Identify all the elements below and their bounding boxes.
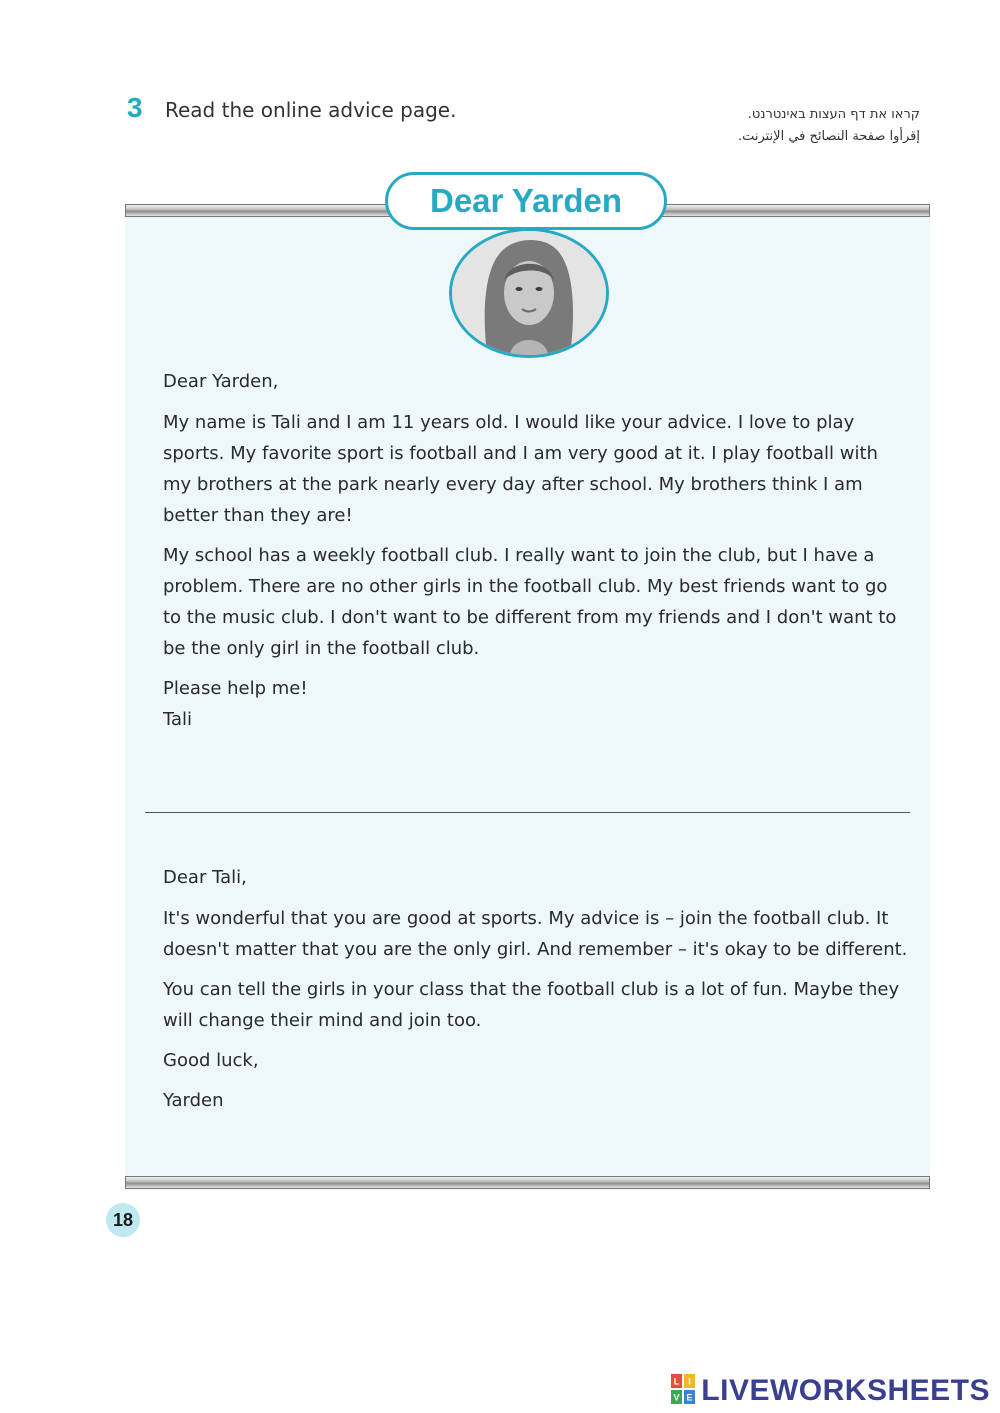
liveworksheets-watermark [671,1374,990,1408]
instruction-translation [738,104,920,148]
letter-greeting: Dear Yarden, [163,371,279,392]
arabic-translation: إقرأوا صفحة النصائح في الإنترنت. [737,129,920,144]
avatar [449,228,609,358]
letter-from-tali [163,366,908,744]
panel-bottom-bar [125,1176,930,1189]
svg-text:V: V [673,1392,680,1403]
reply-paragraph: You can tell the girls in your class that the football club is a lot of fun. Maybe they will change their mind and join too. [163,979,900,1031]
exercise-number: 3 [127,92,143,123]
liveworksheets-logo-icon [671,1374,695,1408]
svg-text:E: E [686,1392,693,1403]
reply-from-yarden [163,862,908,1125]
page-number: 18 [106,1203,140,1237]
hebrew-translation: קראו את דף העצות באינטרנט. [747,107,920,122]
girl-portrait-icon [452,231,606,355]
reply-greeting: Dear Tali, [163,867,247,888]
reply-signature: Yarden [163,1090,224,1111]
exercise-instruction: Read the online advice page. [165,98,457,122]
letter-closing: Please help me! [163,678,308,699]
svg-text:L: L [674,1376,680,1387]
watermark-text: LIVEWORKSHEETS [701,1374,990,1407]
letter-divider [145,812,910,813]
reply-closing: Good luck, [163,1050,259,1071]
letter-paragraph: My school has a weekly football club. I really want to join the club, but I have a problem. There are no other girls in the football club. My best friends want to go to the music club. I don't want to be different from my friends and I don't want to be the only girl in the football club. [163,545,897,659]
letter-signature: Tali [163,709,193,730]
letter-paragraph: My name is Tali and I am 11 years old. I would like your advice. I love to play sports. My favorite sport is football and I am very good at it. I play football with my brothers at the park nearly every day after school. My brothers think I am better than they are! [163,412,878,526]
reply-paragraph: It's wonderful that you are good at sports. My advice is – join the football club. It doesn't matter that you are the only girl. And remember – it's okay to be different. [163,908,908,960]
svg-text:I: I [688,1376,692,1387]
page-title: Dear Yarden [385,172,667,230]
